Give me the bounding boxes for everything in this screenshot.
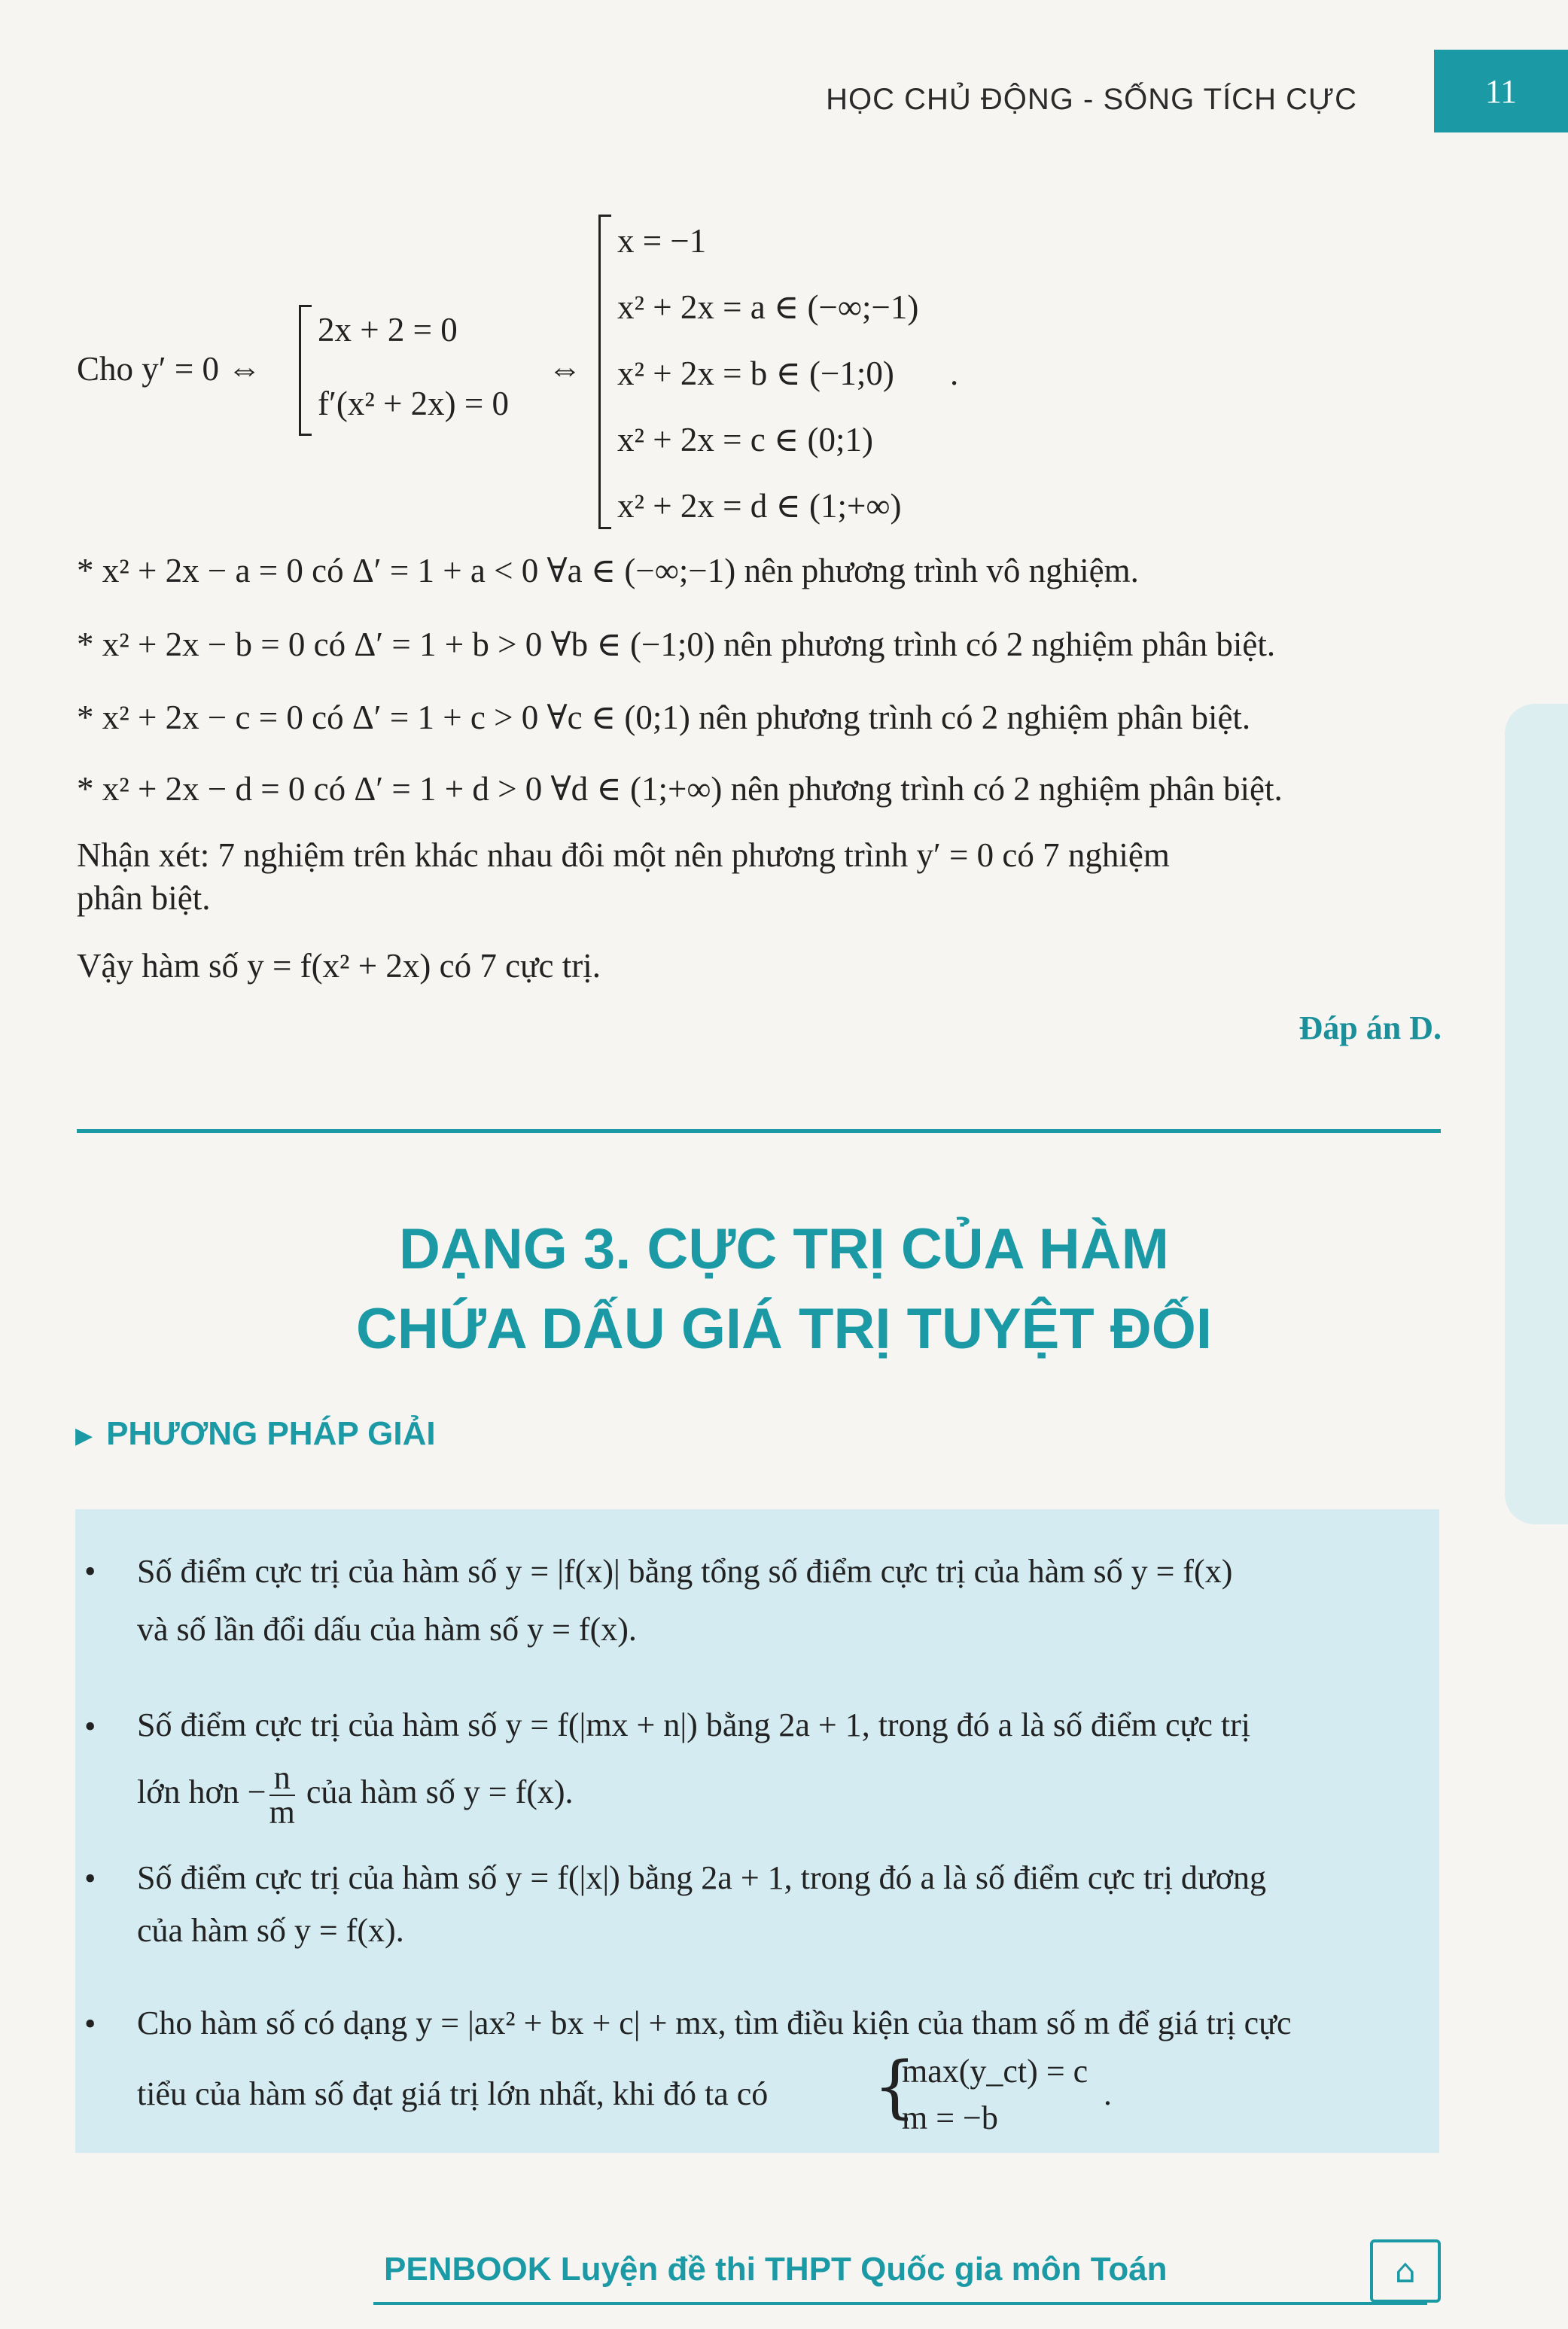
right-system-eq-1: x = −1 (617, 222, 707, 260)
bullet-4-period: . (1104, 2075, 1112, 2112)
bullet-3-line-2: của hàm số y = f(x). (137, 1912, 404, 1949)
house-people-icon: ⌂ (1370, 2239, 1441, 2303)
page-number: 11 (1434, 50, 1568, 132)
bullet-4-system-2: m = −b (902, 2099, 998, 2136)
remark-line-1: Nhận xét: 7 nghiệm trên khác nhau đôi một nên phương trình y′ = 0 có 7 nghiệm (77, 836, 1170, 874)
case-b: * x² + 2x − b = 0 có Δ′ = 1 + b > 0 ∀b ∈ (−1;0) nên phương trình có 2 nghiệm phân biệt. (77, 626, 1276, 663)
right-system-eq-3: x² + 2x = b ∈ (−1;0) (617, 355, 894, 392)
cho-label: Cho y′ = 0 ⇔ (77, 350, 262, 388)
fraction-n-over-m (269, 1761, 295, 1829)
right-system-eq-2: x² + 2x = a ∈ (−∞;−1) (617, 288, 919, 326)
method-heading-text: PHƯƠNG PHÁP GIẢI (106, 1415, 436, 1452)
triangle-bullet-icon: ▶ (75, 1423, 93, 1448)
section-title-line-1: DẠNG 3. CỰC TRỊ CỦA HÀM (399, 1217, 1169, 1281)
bullet-2-line-1: Số điểm cực trị của hàm số y = f(|mx + n|) bằng 2a + 1, trong đó a là số điểm cực trị (137, 1706, 1250, 1743)
bullet-1-line-1: Số điểm cực trị của hàm số y = |f(x)| bằng tổng số điểm cực trị của hàm số y = f(x) (137, 1553, 1233, 1590)
section-divider (77, 1129, 1441, 1133)
bullet-dot-icon: • (84, 1553, 96, 1590)
bullet-1-line-2: và số lần đổi dấu của hàm số y = f(x). (137, 1611, 637, 1648)
footer-rule (373, 2302, 1427, 2305)
case-a: * x² + 2x − a = 0 có Δ′ = 1 + a < 0 ∀a ∈ (−∞;−1) nên phương trình vô nghiệm. (77, 552, 1139, 589)
right-system-bracket (598, 215, 611, 529)
fraction-numerator: n (269, 1761, 295, 1796)
left-system-bracket (299, 305, 312, 436)
method-heading (75, 1415, 436, 1453)
bullet-dot-icon: • (84, 1708, 96, 1745)
right-system-eq-5: x² + 2x = d ∈ (1;+∞) (617, 487, 902, 525)
bullet-2-line-2 (137, 1761, 574, 1829)
right-system-eq-4: x² + 2x = c ∈ (0;1) (617, 421, 874, 458)
case-c: * x² + 2x − c = 0 có Δ′ = 1 + c > 0 ∀c ∈ (0;1) nên phương trình có 2 nghiệm phân biệt. (77, 699, 1251, 736)
bullet-2-pre: lớn hơn − (137, 1773, 266, 1811)
left-system-eq-2: f′(x² + 2x) = 0 (318, 385, 510, 422)
equiv-symbol: ⇔ (548, 350, 582, 388)
remark-line-2: phân biệt. (77, 879, 211, 917)
system-period: . (950, 355, 959, 392)
bullet-4-line-2: tiểu của hàm số đạt giá trị lớn nhất, khi đó ta có (137, 2075, 769, 2112)
bullet-4-line-1: Cho hàm số có dạng y = |ax² + bx + c| + mx, tìm điều kiện của tham số m để giá trị cực (137, 2005, 1292, 2041)
side-tab (1505, 704, 1568, 1524)
method-box (75, 1509, 1439, 2153)
bullet-2-post: của hàm số y = f(x). (297, 1773, 574, 1811)
conclusion: Vậy hàm số y = f(x² + 2x) có 7 cực trị. (77, 947, 601, 985)
brace-icon: { (873, 2047, 917, 2127)
footer-title: PENBOOK Luyện đề thi THPT Quốc gia môn Toán (384, 2251, 1168, 2288)
running-header: HỌC CHỦ ĐỘNG - SỐNG TÍCH CỰC (826, 83, 1357, 116)
bullet-dot-icon: • (84, 1860, 96, 1897)
bullet-3-line-1: Số điểm cực trị của hàm số y = f(|x|) bằng 2a + 1, trong đó a là số điểm cực trị dương (137, 1859, 1267, 1896)
case-d: * x² + 2x − d = 0 có Δ′ = 1 + d > 0 ∀d ∈ (1;+∞) nên phương trình có 2 nghiệm phân biệt. (77, 770, 1283, 808)
fraction-denominator: m (269, 1794, 295, 1831)
left-system-eq-1: 2x + 2 = 0 (318, 311, 458, 349)
bullet-4-system-1: max(y_ct) = c (902, 2053, 1088, 2090)
section-title-line-2: CHỨA DẤU GIÁ TRỊ TUYỆT ĐỐI (356, 1297, 1212, 1361)
answer: Đáp án D. (1299, 1009, 1442, 1046)
bullet-dot-icon: • (84, 2005, 96, 2042)
